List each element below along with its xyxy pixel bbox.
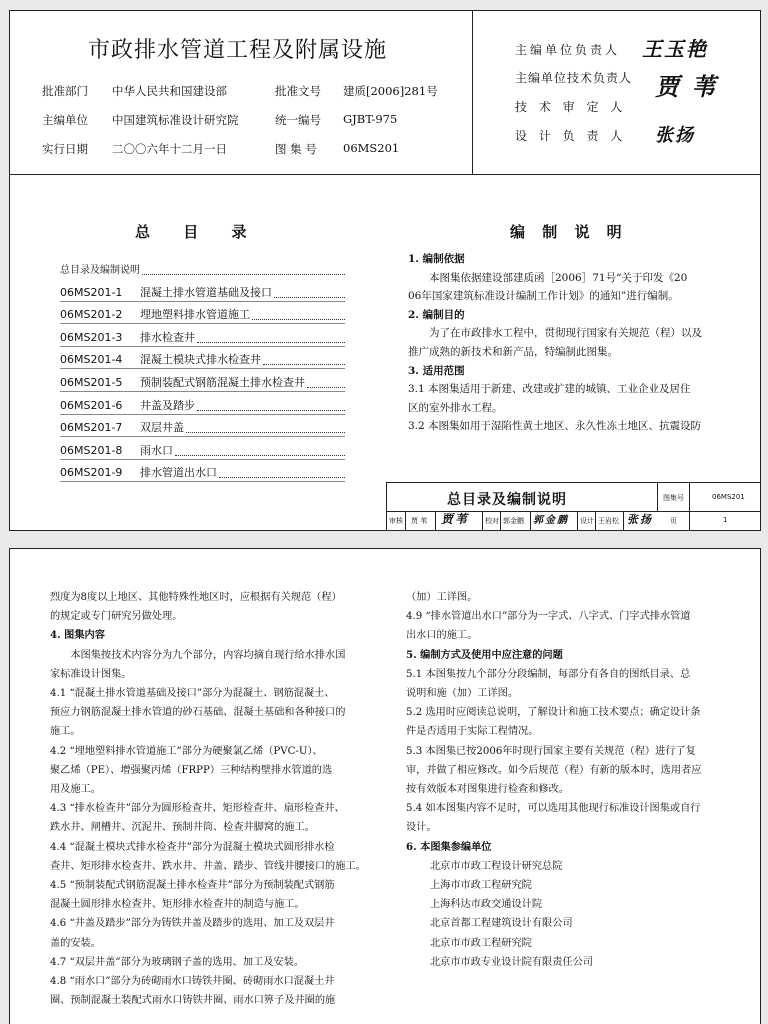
paragraph-line: 件是否适用于实际工程情况。 bbox=[406, 726, 539, 738]
atlas-no-value: 06MS201 bbox=[343, 141, 400, 155]
checker-name: 郭金鹏 bbox=[503, 517, 524, 525]
paragraph-line: 北京首都工程建筑设计有限公司 bbox=[430, 918, 573, 930]
section-heading: 5. 编制方式及使用中应注意的问题 bbox=[406, 648, 563, 661]
unified-no-value: GJBT-975 bbox=[343, 112, 398, 126]
toc-separator bbox=[60, 481, 345, 482]
drawing-sheet-2 bbox=[9, 548, 761, 1024]
paragraph-line: 区的室外排水工程。 bbox=[408, 401, 503, 414]
approval-dept-label: 批准部门 bbox=[42, 84, 88, 98]
toc-item-code: 06MS201-9 bbox=[60, 466, 123, 480]
toc-leader-dots bbox=[274, 297, 345, 298]
paragraph-line: 5.1 本图集按九个部分分段编制，每部分有各自的图纸目录、总 bbox=[406, 668, 691, 680]
toc-item-text: 双层井盖 bbox=[140, 421, 184, 435]
toc-item bbox=[60, 304, 345, 323]
approval-dept-value: 中华人民共和国建设部 bbox=[112, 84, 227, 98]
toc-leader-dots bbox=[219, 477, 345, 478]
paragraph-line: 4.3 “排水检查井”部分为圆形检查井、矩形检查井、扇形检查井、 bbox=[50, 803, 345, 815]
toc-leader-dots bbox=[263, 364, 345, 365]
toc-item-code: 06MS201-7 bbox=[60, 421, 123, 435]
paragraph-line: 出水口的施工。 bbox=[406, 630, 478, 642]
paragraph-line: 烈度为8度以上地区、其他特殊性地区时，应根据有关规范（程） bbox=[50, 592, 342, 603]
paragraph-line: 圈、预制混凝土装配式雨水口铸铁井圈、雨水口箅子及井圈的施 bbox=[50, 995, 336, 1007]
reviewer-label: 审核 bbox=[389, 517, 403, 525]
toc-item-code: 06MS201-3 bbox=[60, 330, 123, 344]
toc-separator bbox=[60, 301, 345, 302]
toc-item bbox=[60, 349, 345, 368]
toc-item bbox=[60, 327, 345, 346]
paragraph-line: 说明和施（加）工详图。 bbox=[406, 688, 519, 699]
toc-item-text: 雨水口 bbox=[140, 443, 173, 457]
approval-no-value: 建质[2006]281号 bbox=[343, 84, 438, 98]
checker-signature: 郭金鹏 bbox=[533, 515, 569, 526]
paragraph-line: 5.4 如本图集内容不足时，可以选用其他现行标准设计图集或自行 bbox=[406, 803, 701, 815]
page-title: 市政排水管道工程及附属设施 bbox=[88, 38, 388, 63]
atlas-label: 图集号 bbox=[663, 494, 684, 502]
atlas-no-label: 图 集 号 bbox=[275, 142, 317, 156]
page-number: 1 bbox=[723, 516, 728, 524]
paragraph-line: 推广成熟的新技术和新产品，特编制此图集。 bbox=[408, 346, 618, 358]
designer-name: 王岩松 bbox=[598, 517, 619, 525]
editor-unit-label: 主编单位 bbox=[42, 113, 88, 127]
toc-item bbox=[60, 282, 345, 301]
toc-separator bbox=[60, 391, 345, 392]
toc-item-code: 06MS201-1 bbox=[60, 285, 123, 299]
checker-label: 校对 bbox=[485, 517, 499, 525]
paragraph-line: 用及施工。 bbox=[50, 784, 101, 795]
page-label: 页 bbox=[670, 517, 677, 525]
paragraph-line: 施工。 bbox=[50, 726, 81, 738]
reviewer-signature: 贾苇 bbox=[441, 512, 470, 526]
section-heading: 4. 图集内容 bbox=[50, 629, 105, 642]
sig-role-3: 技 术 审 定 人 bbox=[515, 100, 627, 114]
signature-1: 王玉艳 bbox=[642, 37, 708, 61]
paragraph-line: 5.2 选用时应阅读总说明，了解设计和施工技术要点；确定设计条 bbox=[406, 707, 701, 719]
title-block-title: 总目录及编制说明 bbox=[447, 492, 567, 508]
paragraph-line: 上海科达市政交通设计院 bbox=[430, 899, 543, 911]
paragraph-line: （加）工详图。 bbox=[406, 592, 478, 603]
section-heading: 2. 编制目的 bbox=[408, 308, 465, 321]
header-divider-vertical bbox=[472, 11, 473, 174]
toc-item-code: 06MS201-2 bbox=[60, 308, 123, 322]
paragraph-line: 上海市市政工程研究院 bbox=[430, 880, 532, 891]
toc-item-text: 预制装配式钢筋混凝土排水检查井 bbox=[140, 376, 305, 389]
toc-item-code: 06MS201-5 bbox=[60, 376, 123, 389]
toc-title: 总 目 录 bbox=[135, 223, 261, 241]
notes-title: 编 制 说 明 bbox=[510, 223, 628, 241]
paragraph-line: 3.2 本图集如用于湿陷性黄土地区、永久性冻土地区、抗震设防 bbox=[408, 420, 702, 433]
paragraph-line: 4.2 “埋地塑料排水管道施工”部分为硬聚氯乙烯（PVC-U）、 bbox=[50, 745, 323, 757]
paragraph-line: 5.3 本图集已按2006年时现行国家主要有关规范（程）进行了复 bbox=[406, 745, 696, 757]
paragraph-line: 聚乙烯（PE）、增强聚丙烯（FRPP）三种结构壁排水管道的选 bbox=[50, 764, 333, 776]
paragraph-line: 家标准设计图集。 bbox=[50, 668, 132, 680]
unified-no-label: 统一编号 bbox=[275, 113, 321, 127]
paragraph-line: 4.7 “双层井盖”部分为玻璃钢子盖的选用、加工及安装。 bbox=[50, 956, 304, 968]
paragraph-line: 北京市市政工程研究院 bbox=[430, 937, 532, 949]
drawing-sheet-1 bbox=[9, 10, 761, 531]
paragraph-line: 审，并做了相应修改。如今后规范（程）有新的版本时，选用者应 bbox=[406, 764, 702, 776]
paragraph-line: 跌水井、闸槽井、沉泥井、预制井筒、检查井脚窝的施工。 bbox=[50, 822, 315, 834]
section-heading: 6. 本图集参编单位 bbox=[406, 840, 492, 853]
section-heading: 1. 编制依据 bbox=[408, 253, 465, 265]
toc-item-text: 混凝土模块式排水检查井 bbox=[140, 353, 261, 367]
editor-unit-value: 中国建筑标准设计研究院 bbox=[112, 113, 239, 127]
toc-leader-dots bbox=[197, 342, 345, 343]
toc-item-text: 排水检查井 bbox=[140, 330, 195, 344]
toc-leader-dots bbox=[175, 455, 345, 456]
toc-item bbox=[60, 462, 345, 481]
sig-role-1: 主编单位负责人 bbox=[515, 43, 621, 57]
atlas-value: 06MS201 bbox=[712, 493, 745, 501]
toc-item bbox=[60, 417, 345, 436]
title-block bbox=[386, 482, 761, 531]
paragraph-line: 4.1 “混凝土排水管道基础及接口”部分为混凝土、钢筋混凝土、 bbox=[50, 688, 335, 699]
toc-leader-dots bbox=[307, 387, 345, 388]
toc-leader-dots bbox=[142, 274, 345, 275]
paragraph-line: 4.5 “预制装配式钢筋混凝土排水检查井”部分为预制装配式钢筋 bbox=[50, 880, 335, 891]
paragraph-line: 06年国家建筑标准设计编制工作计划》的通知”进行编制。 bbox=[408, 290, 679, 303]
effective-date-label: 实行日期 bbox=[42, 142, 88, 156]
toc-item bbox=[60, 395, 345, 414]
toc-item-code: 06MS201-4 bbox=[60, 353, 123, 367]
paragraph-line: 设计。 bbox=[406, 822, 437, 834]
paragraph-line: 混凝土圆形排水检查井、矩形排水检查井的制造与施工。 bbox=[50, 899, 305, 911]
toc-item-text: 总目录及编制说明 bbox=[60, 265, 140, 276]
toc-separator bbox=[60, 368, 345, 369]
paragraph-line: 查井、矩形排水检查井、跌水井、井盖、踏步、管线井腰接口的施工。 bbox=[50, 860, 366, 872]
toc-separator bbox=[60, 346, 345, 347]
sig-role-2: 主编单位技术负责人 bbox=[515, 71, 633, 85]
paragraph-line: 本图集依据建设部建质函［2006］71号“关于印发《20 bbox=[408, 271, 688, 284]
paragraph-line: 北京市市政专业设计院有限责任公司 bbox=[430, 956, 593, 968]
paragraph-line: 3.1 本图集适用于新建、改建或扩建的城镇、工业企业及居住 bbox=[408, 383, 691, 396]
toc-separator bbox=[60, 459, 345, 460]
header-divider-horizontal bbox=[10, 174, 760, 175]
reviewer-name: 贾 苇 bbox=[411, 517, 428, 525]
paragraph-line: 按有效版本对图集进行检查和修改。 bbox=[406, 784, 569, 795]
toc-separator bbox=[60, 436, 345, 437]
toc-item-text: 混凝土排水管道基础及接口 bbox=[140, 285, 272, 299]
paragraph-line: 为了在市政排水工程中，贯彻现行国家有关规范（程）以及 bbox=[408, 327, 702, 340]
sig-role-4: 设 计 负 责 人 bbox=[515, 129, 627, 143]
paragraph-line: 4.9 “排水管道出水口”部分为一字式、八字式、门字式排水管道 bbox=[406, 611, 691, 623]
effective-date-value: 二〇〇六年十二月一日 bbox=[112, 142, 227, 156]
toc-item-code: 06MS201-6 bbox=[60, 398, 123, 412]
approval-no-label: 批准文号 bbox=[275, 84, 321, 98]
toc-item bbox=[60, 259, 345, 278]
toc-item bbox=[60, 372, 345, 391]
section-heading: 3. 适用范围 bbox=[408, 364, 465, 377]
signature-4: 张扬 bbox=[655, 125, 695, 146]
toc-item bbox=[60, 440, 345, 459]
designer-label: 设计 bbox=[580, 517, 594, 525]
paragraph-line: 4.6 “井盖及踏步”部分为铸铁井盖及踏步的选用、加工及双层井 bbox=[50, 918, 335, 930]
paragraph-line: 预应力钢筋混凝土排水管道的砂石基础、混凝土基础和各种接口的 bbox=[50, 707, 346, 719]
toc-separator bbox=[60, 323, 345, 324]
toc-item-text: 排水管道出水口 bbox=[140, 466, 217, 480]
signature-2: 贾 苇 bbox=[655, 72, 718, 101]
toc-item-text: 埋地塑料排水管道施工 bbox=[140, 308, 250, 322]
toc-item-text: 井盖及踏步 bbox=[140, 398, 195, 412]
toc-leader-dots bbox=[186, 432, 345, 433]
designer-signature: 张扬 bbox=[627, 513, 653, 526]
toc-leader-dots bbox=[197, 410, 345, 411]
paragraph-line: 的规定或专门研究另做处理。 bbox=[50, 611, 183, 623]
paragraph-line: 盖的安装。 bbox=[50, 937, 101, 949]
paragraph-line: 4.8 “雨水口”部分为砖砌雨水口铸铁井圈、砖砌雨水口混凝土井 bbox=[50, 976, 335, 987]
paragraph-line: 北京市市政工程设计研究总院 bbox=[430, 860, 563, 872]
toc-item-code: 06MS201-8 bbox=[60, 443, 123, 457]
paragraph-line: 本图集按技术内容分为九个部分，内容均摘自现行给水排水国 bbox=[50, 649, 346, 661]
toc-leader-dots bbox=[252, 319, 345, 320]
paragraph-line: 4.4 “混凝土模块式排水检查井”部分为混凝土模块式圆形排水检 bbox=[50, 841, 335, 853]
toc-separator bbox=[60, 414, 345, 415]
